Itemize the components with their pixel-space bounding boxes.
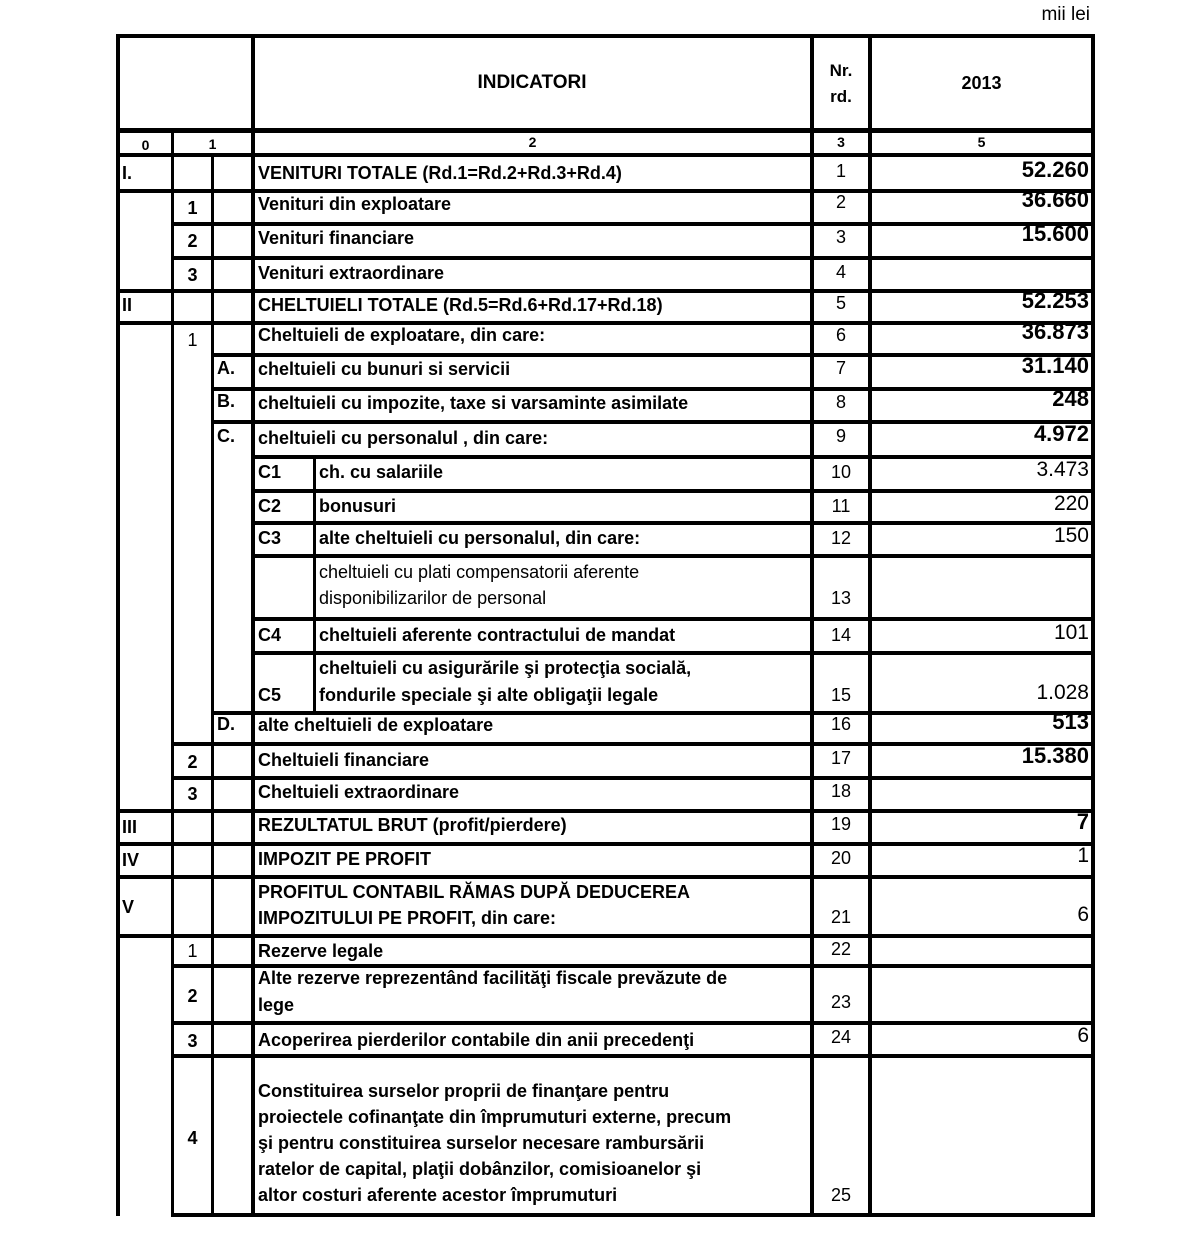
row-21-nr: 21 <box>830 907 852 927</box>
row-2-label: Venituri din exploatare <box>258 194 452 214</box>
row-1-roman: I. <box>122 163 133 183</box>
row-22-label: Rezerve legale <box>258 941 384 961</box>
row-12-sub: C3 <box>258 528 282 548</box>
row-8-letter: B. <box>217 391 235 411</box>
row-20-roman: IV <box>122 850 140 870</box>
row-8-nr: 8 <box>835 392 846 412</box>
col-number-0: 0 <box>141 137 150 153</box>
row-17-num: 2 <box>187 752 198 772</box>
row-13-label-line1: cheltuieli cu plati compensatorii aferente <box>319 562 640 582</box>
row-16-nr: 16 <box>830 714 852 734</box>
row-9-label: cheltuieli cu personalul , din care: <box>258 428 549 448</box>
row-15-label-line2: fondurile speciale şi alte obligaţii legale <box>319 685 659 705</box>
col-number-5: 5 <box>977 134 986 150</box>
table-border-right <box>1091 34 1095 1216</box>
row-10-label: ch. cu salariile <box>319 462 444 482</box>
row-15-sub: C5 <box>258 685 282 705</box>
row-7-nr: 7 <box>835 358 846 378</box>
row-1-label: VENITURI TOTALE (Rd.1=Rd.2+Rd.3+Rd.4) <box>258 163 622 183</box>
row-7-letter: A. <box>217 358 235 378</box>
row-6-value: 36.873 <box>1021 319 1089 344</box>
row-2-num: 1 <box>187 198 198 218</box>
row-5-roman: II <box>122 295 133 315</box>
row-19-nr: 19 <box>830 814 852 834</box>
row-13-nr: 13 <box>830 588 852 608</box>
row-23-nr: 23 <box>830 992 852 1012</box>
row-25-label-line4: ratelor de capital, plaţii dobânzilor, comisioanelor şi <box>258 1159 702 1179</box>
row-line <box>171 256 1095 260</box>
row-2-nr: 2 <box>835 192 846 212</box>
row-4-nr: 4 <box>835 262 846 282</box>
row-15-label-line1: cheltuieli cu asigurările şi protecţia socială, <box>319 658 692 678</box>
row-16-label: alte cheltuieli de exploatare <box>258 715 494 735</box>
row-14-sub: C4 <box>258 625 282 645</box>
indicators-header: INDICATORI <box>477 72 587 93</box>
row-7-value: 31.140 <box>1021 353 1089 378</box>
nr-rd-header-line2: rd. <box>830 87 852 106</box>
row-21-label-line1: PROFITUL CONTABIL RĂMAS DUPĂ DEDUCEREA <box>258 882 691 902</box>
row-17-value: 15.380 <box>1021 743 1089 768</box>
row-9-value: 4.972 <box>1033 421 1089 446</box>
row-4-num: 3 <box>187 265 198 285</box>
row-3-value: 15.600 <box>1021 221 1089 246</box>
row-16-value: 513 <box>1052 709 1089 734</box>
row-20-nr: 20 <box>830 848 852 868</box>
row-10-value: 3.473 <box>1036 458 1089 481</box>
row-24-label: Acoperirea pierderilor contabile din anii precedenţi <box>258 1030 695 1050</box>
row-9-nr: 9 <box>835 426 846 446</box>
row-20-value: 1 <box>1077 844 1089 867</box>
row-5-value: 52.253 <box>1021 288 1089 313</box>
row-6-label: Cheltuieli de exploatare, din care: <box>258 325 546 345</box>
row-25-label-line1: Constituirea surselor proprii de finanţare pentru <box>258 1081 670 1101</box>
number-row-bottom-line <box>116 153 1095 157</box>
row-12-value: 150 <box>1053 524 1089 547</box>
row-line <box>171 1054 1095 1058</box>
row-24-nr: 24 <box>830 1027 852 1047</box>
row-25-num: 4 <box>187 1128 198 1148</box>
row-19-label: REZULTATUL BRUT (profit/pierdere) <box>258 815 567 835</box>
row-19-roman: III <box>122 817 138 837</box>
row-22-nr: 22 <box>830 939 852 959</box>
col-number-1: 1 <box>208 136 217 152</box>
row-11-label: bonusuri <box>319 496 396 516</box>
row-1-value: 52.260 <box>1021 157 1089 182</box>
row-11-nr: 11 <box>831 496 851 516</box>
row-25-nr: 25 <box>830 1185 852 1205</box>
row-line <box>251 554 1095 558</box>
row-10-sub: C1 <box>258 462 282 482</box>
row-23-num: 2 <box>187 986 198 1006</box>
row-line <box>116 934 1095 938</box>
row-14-value: 101 <box>1053 621 1089 644</box>
row-18-label: Cheltuieli extraordinare <box>258 782 460 802</box>
row-6-nr: 6 <box>835 325 846 345</box>
table-border-left <box>116 34 120 1216</box>
row-13-label-line2: disponibilizarilor de personal <box>319 588 547 608</box>
col-divider-indicators <box>251 34 255 1216</box>
table-border-bottom <box>171 1213 1095 1217</box>
col-divider-sub <box>313 456 316 712</box>
row-11-value: 220 <box>1053 492 1089 515</box>
row-23-label-line2: lege <box>258 995 295 1015</box>
row-14-nr: 14 <box>830 625 852 645</box>
row-21-label-line2: IMPOZITULUI PE PROFIT, din care: <box>258 908 557 928</box>
row-21-value: 6 <box>1077 903 1089 926</box>
row-15-nr: 15 <box>830 685 852 705</box>
nr-rd-header-line1: Nr. <box>829 61 853 80</box>
row-8-label: cheltuieli cu impozite, taxe si varsaminte asimilate <box>258 393 689 413</box>
row-15-value: 1.028 <box>1036 681 1089 704</box>
row-3-num: 2 <box>187 231 198 251</box>
row-3-label: Venituri financiare <box>258 228 415 248</box>
row-12-nr: 12 <box>830 528 852 548</box>
row-4-label: Venituri extraordinare <box>258 263 445 283</box>
row-7-label: cheltuieli cu bunuri si servicii <box>258 359 511 379</box>
row-17-nr: 17 <box>830 748 852 768</box>
row-6-num: 1 <box>187 330 198 350</box>
row-24-value: 6 <box>1077 1024 1089 1047</box>
row-line <box>251 651 1095 655</box>
row-12-label: alte cheltuieli cu personalul, din care: <box>319 528 641 548</box>
row-20-label: IMPOZIT PE PROFIT <box>258 849 432 869</box>
col-number-2: 2 <box>528 134 537 150</box>
row-24-num: 3 <box>187 1031 198 1051</box>
row-18-num: 3 <box>187 784 198 804</box>
row-17-label: Cheltuieli financiare <box>258 750 430 770</box>
row-1-nr: 1 <box>835 161 846 181</box>
row-25-label-line3: şi pentru constituirea surselor necesare rambursării <box>258 1133 705 1153</box>
row-21-roman: V <box>122 897 135 917</box>
row-22-num: 1 <box>187 941 198 961</box>
row-25-label-line5: altor costuri aferente acestor împrumuturi <box>258 1185 618 1205</box>
row-5-nr: 5 <box>835 293 846 313</box>
row-25-label-line2: proiectele cofinanţate din împrumuturi externe, precum <box>258 1107 732 1127</box>
col-number-3: 3 <box>837 134 845 150</box>
row-2-value: 36.660 <box>1021 187 1089 212</box>
row-11-sub: C2 <box>258 496 282 516</box>
row-line <box>171 776 1095 780</box>
year-header: 2013 <box>961 73 1002 93</box>
unit-label: mii lei <box>1041 4 1090 25</box>
table-border-top <box>116 34 1095 38</box>
row-19-value: 7 <box>1076 809 1089 834</box>
row-8-value: 248 <box>1052 386 1089 411</box>
row-18-nr: 18 <box>830 781 852 801</box>
row-5-label: CHELTUIELI TOTALE (Rd.5=Rd.6+Rd.17+Rd.18) <box>258 295 663 315</box>
row-10-nr: 10 <box>830 462 852 482</box>
row-line <box>251 617 1095 621</box>
row-14-label: cheltuieli aferente contractului de mandat <box>319 625 676 645</box>
row-line <box>116 875 1095 879</box>
row-16-letter: D. <box>217 714 235 734</box>
row-23-label-line1: Alte rezerve reprezentând facilităţi fiscale prevăzute de <box>258 968 728 988</box>
row-9-letter: C. <box>217 426 235 446</box>
row-3-nr: 3 <box>835 227 846 247</box>
